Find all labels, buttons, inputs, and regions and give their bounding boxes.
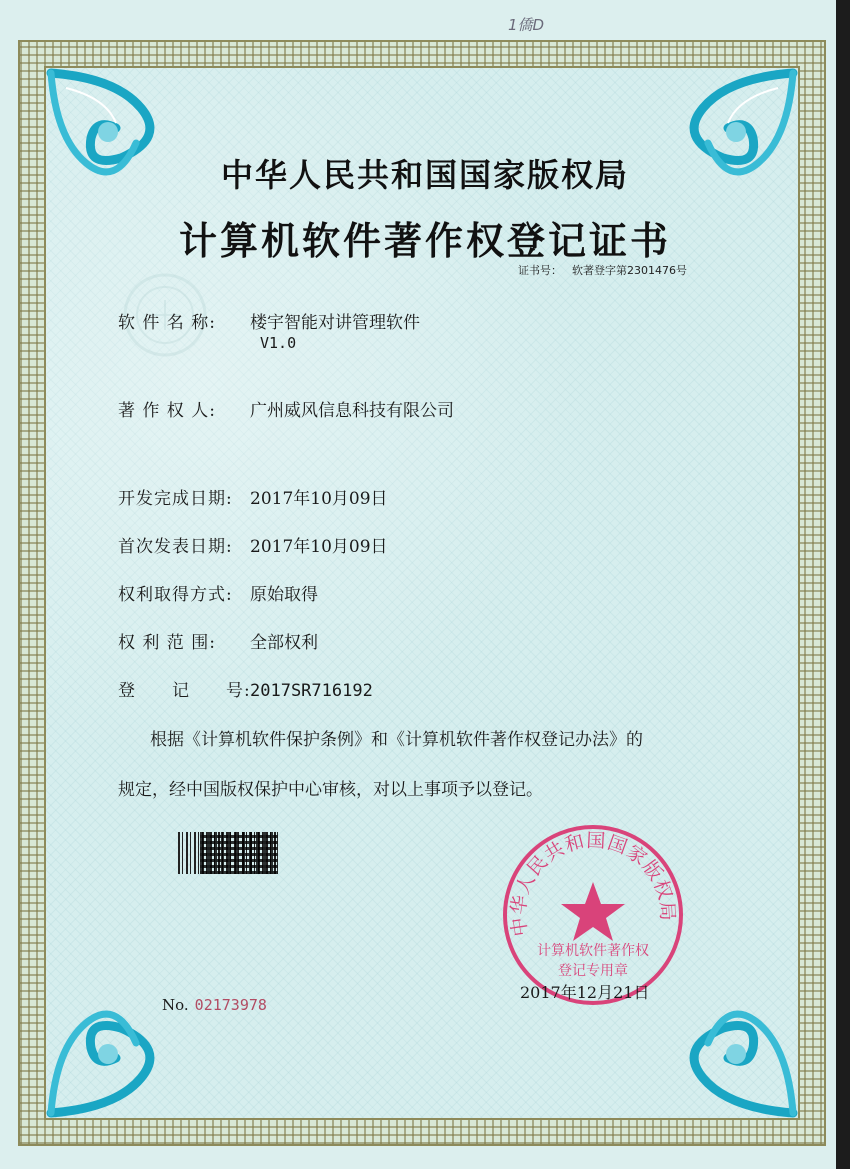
field-label: 权 利 范 围:: [118, 633, 216, 653]
field-value: 2017年10月09日: [250, 537, 388, 557]
certificate-number: [518, 262, 687, 278]
serial-number-label: No.: [162, 996, 189, 1014]
statement-line-2: 规定，经中国版权保护中心审核，对以上事项予以登记。: [118, 780, 543, 800]
certificate-number-label: 证书号：: [518, 264, 562, 277]
serial-number: [162, 996, 267, 1014]
certificate-title: 计算机软件著作权登记证书: [178, 219, 671, 263]
field-value: 2017SR716192: [250, 681, 373, 701]
software-version: V1.0: [260, 334, 297, 352]
serial-number-value: 02173978: [194, 996, 267, 1014]
field-value: 全部权利: [250, 633, 318, 653]
handwritten-note: 1僑D: [508, 16, 545, 34]
field-completion-date: [118, 484, 388, 509]
field-label: 权利取得方式:: [118, 585, 233, 605]
field-software-name: [118, 308, 420, 333]
issuer-title: 中华人民共和国国家版权局: [220, 156, 629, 194]
field-value: 原始取得: [250, 585, 318, 605]
field-value: 楼宇智能对讲管理软件: [250, 313, 420, 333]
field-publish-date: [118, 532, 388, 557]
field-label: 开发完成日期:: [118, 489, 233, 509]
certificate-number-value: 软著登字第2301476号: [572, 264, 687, 277]
field-label: 著 作 权 人:: [118, 401, 216, 421]
seal-line-2: 登记专用章: [558, 963, 628, 979]
field-owner: [118, 396, 454, 421]
field-registration-number: [118, 676, 373, 701]
field-label: 登 记 号:: [118, 681, 251, 701]
field-value: 2017年10月09日: [250, 489, 388, 509]
scan-edge: [836, 0, 850, 1169]
issue-date: 2017年12月21日: [520, 983, 650, 1002]
field-label: 首次发表日期:: [118, 537, 233, 557]
seal-ring-text: 中华人民共和国国家版权局: [507, 829, 679, 938]
qr-code: [200, 832, 278, 874]
star-icon: [561, 882, 625, 941]
corner-ornament-icon: [46, 968, 196, 1118]
field-value: 广州威风信息科技有限公司: [250, 401, 454, 421]
field-acquisition-method: [118, 580, 318, 605]
field-label: 软 件 名 称:: [118, 313, 216, 333]
field-rights-scope: [118, 628, 318, 653]
statement-line-1: 根据《计算机软件保护条例》和《计算机软件著作权登记办法》的: [150, 730, 643, 750]
seal-line-1: 计算机软件著作权: [537, 943, 649, 959]
